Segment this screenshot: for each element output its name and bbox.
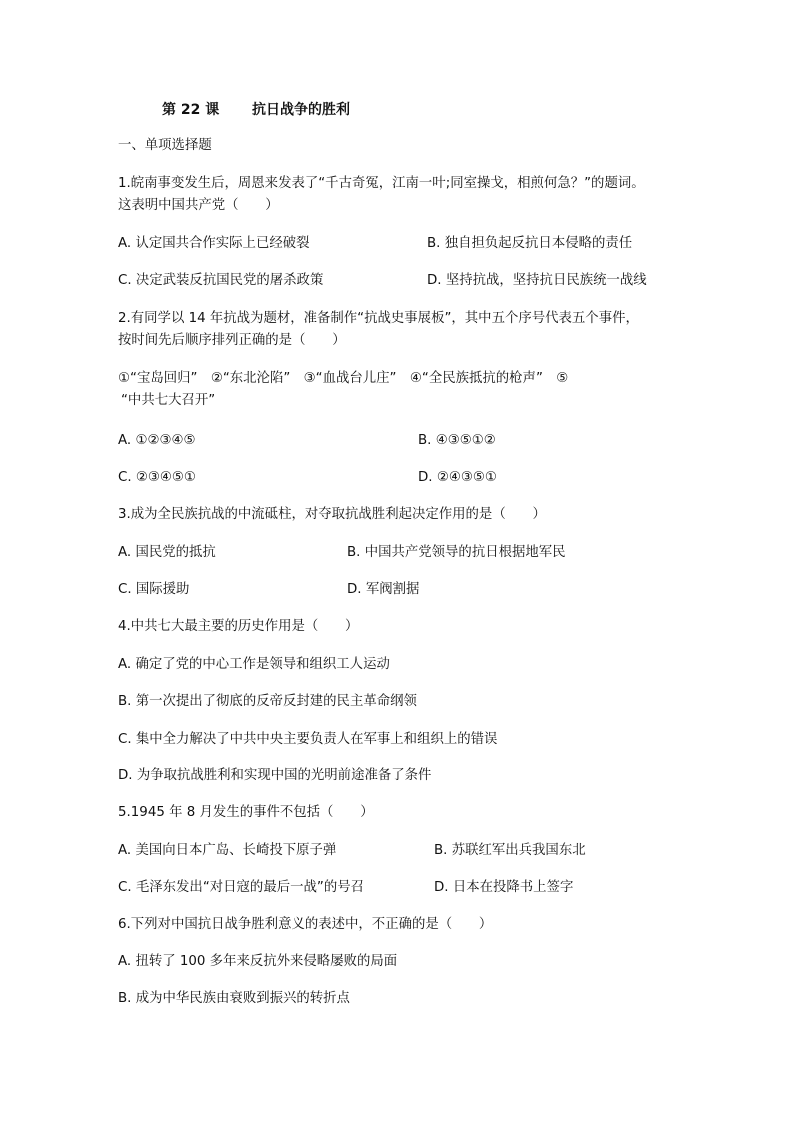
lesson-title: 抗日战争的胜利	[252, 102, 350, 118]
question-2-events-line-2: “中共七大召开”	[121, 393, 216, 408]
question-6-option-a: A. 扭转了 100 多年来反抗外来侵略屡败的局面	[118, 954, 398, 969]
question-2-option-c: C. ②③④⑤①	[118, 470, 196, 485]
question-3-option-d: D. 军阀割据	[347, 582, 420, 597]
section-title: 一、单项选择题	[118, 138, 212, 153]
question-3-option-c: C. 国际援助	[118, 582, 190, 597]
question-5-option-d: D. 日本在投降书上签字	[434, 880, 574, 895]
question-2-option-a: A. ①②③④⑤	[118, 433, 196, 448]
question-2-option-b: B. ④③⑤①②	[418, 433, 496, 448]
question-6-stem: 6.下列对中国抗日战争胜利意义的表述中，不正确的是（ ）	[118, 917, 493, 932]
question-3-stem: 3.成为全民族抗战的中流砥柱，对夺取抗战胜利起决定作用的是（ ）	[118, 507, 546, 522]
question-4-option-c: C. 集中全力解决了中共中央主要负责人在军事上和组织上的错误	[118, 732, 498, 747]
question-5-option-c: C. 毛泽东发出“对日寇的最后一战”的号召	[118, 880, 364, 895]
question-4-option-b: B. 第一次提出了彻底的反帝反封建的民主革命纲领	[118, 694, 417, 709]
question-6-option-b: B. 成为中华民族由衰败到振兴的转折点	[118, 991, 350, 1006]
question-1-option-a: A. 认定国共合作实际上已经破裂	[118, 236, 310, 251]
question-1-option-c: C. 决定武装反抗国民党的屠杀政策	[118, 273, 324, 288]
question-3-option-b: B. 中国共产党领导的抗日根据地军民	[347, 545, 566, 560]
question-4-option-a: A. 确定了党的中心工作是领导和组织工人运动	[118, 657, 390, 672]
question-5-stem: 5.1945 年 8 月发生的事件不包括（ ）	[118, 805, 374, 820]
question-2-stem-line-1: 2.有同学以 14 年抗战为题材，准备制作“抗战史事展板”，其中五个序号代表五个事件，	[118, 311, 639, 326]
question-1-option-b: B. 独自担负起反抗日本侵略的责任	[427, 236, 633, 251]
question-2-option-d: D. ②④③⑤①	[418, 470, 497, 485]
question-2-stem-line-2: 按时间先后顺序排列正确的是（ ）	[118, 333, 346, 348]
question-5-option-b: B. 苏联红军出兵我国东北	[434, 843, 586, 858]
question-1-stem-line-2: 这表明中国共产党（ ）	[118, 198, 279, 213]
question-2-events-line-1: ①“宝岛回归” ②“东北沦陷” ③“血战台儿庄” ④“全民族抵抗的枪声” ⑤	[118, 371, 569, 386]
question-1-stem-line-1: 1.皖南事变发生后，周恩来发表了“千古奇冤，江南一叶;同室操戈，相煎何急？”的题词。	[118, 176, 645, 191]
lesson-number: 第 22 课	[162, 102, 220, 118]
question-4-option-d: D. 为争取抗战胜利和实现中国的光明前途准备了条件	[118, 768, 432, 783]
question-1-option-d: D. 坚持抗战，坚持抗日民族统一战线	[427, 273, 647, 288]
question-5-option-a: A. 美国向日本广岛、长崎投下原子弹	[118, 843, 337, 858]
question-4-stem: 4.中共七大最主要的历史作用是（ ）	[118, 619, 359, 634]
question-3-option-a: A. 国民党的抵抗	[118, 545, 216, 560]
